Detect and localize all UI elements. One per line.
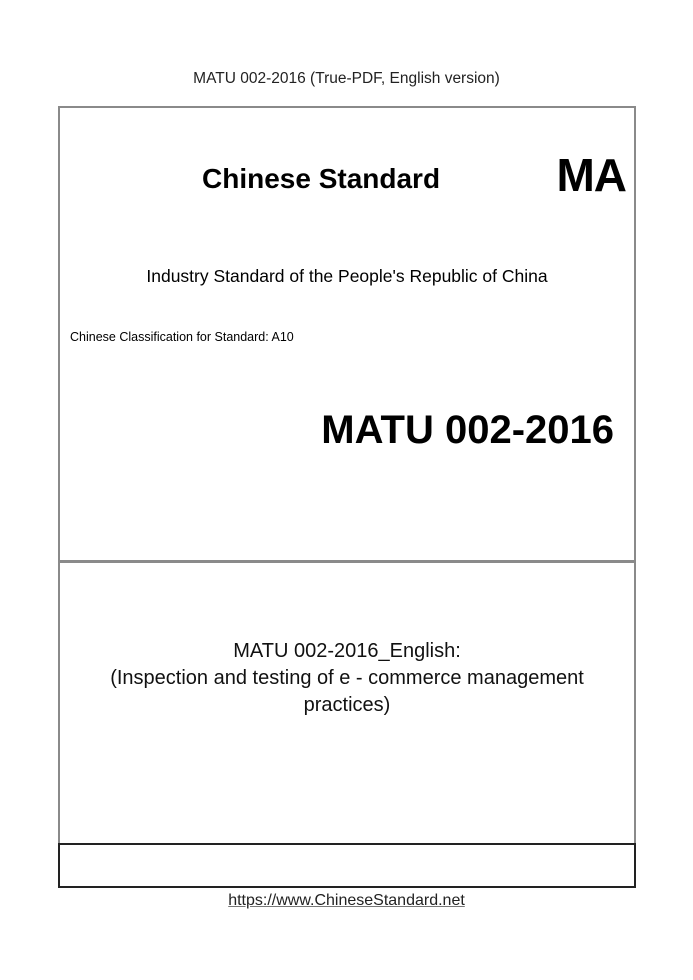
cover-heading: Chinese Standard xyxy=(202,163,441,194)
cover-top-section xyxy=(60,108,634,563)
document-header: MATU 002-2016 (True-PDF, English version) xyxy=(193,70,500,87)
classification-label: Chinese Classification for Standard: A10 xyxy=(70,330,294,344)
title-line-2: (Inspection and testing of e - commerce management xyxy=(110,667,584,689)
cover-bottom-box xyxy=(58,843,636,888)
standard-number: MATU 002-2016 xyxy=(321,408,614,452)
document-title xyxy=(60,638,634,719)
category-code: MA xyxy=(556,149,626,201)
title-line-1: MATU 002-2016_English: xyxy=(233,640,461,662)
website-link[interactable]: https://www.ChineseStandard.net xyxy=(228,892,465,909)
cover-frame xyxy=(58,106,636,845)
footer xyxy=(0,892,693,910)
industry-standard-line: Industry Standard of the People's Republic of China xyxy=(146,266,548,286)
title-line-3: practices) xyxy=(303,694,391,716)
